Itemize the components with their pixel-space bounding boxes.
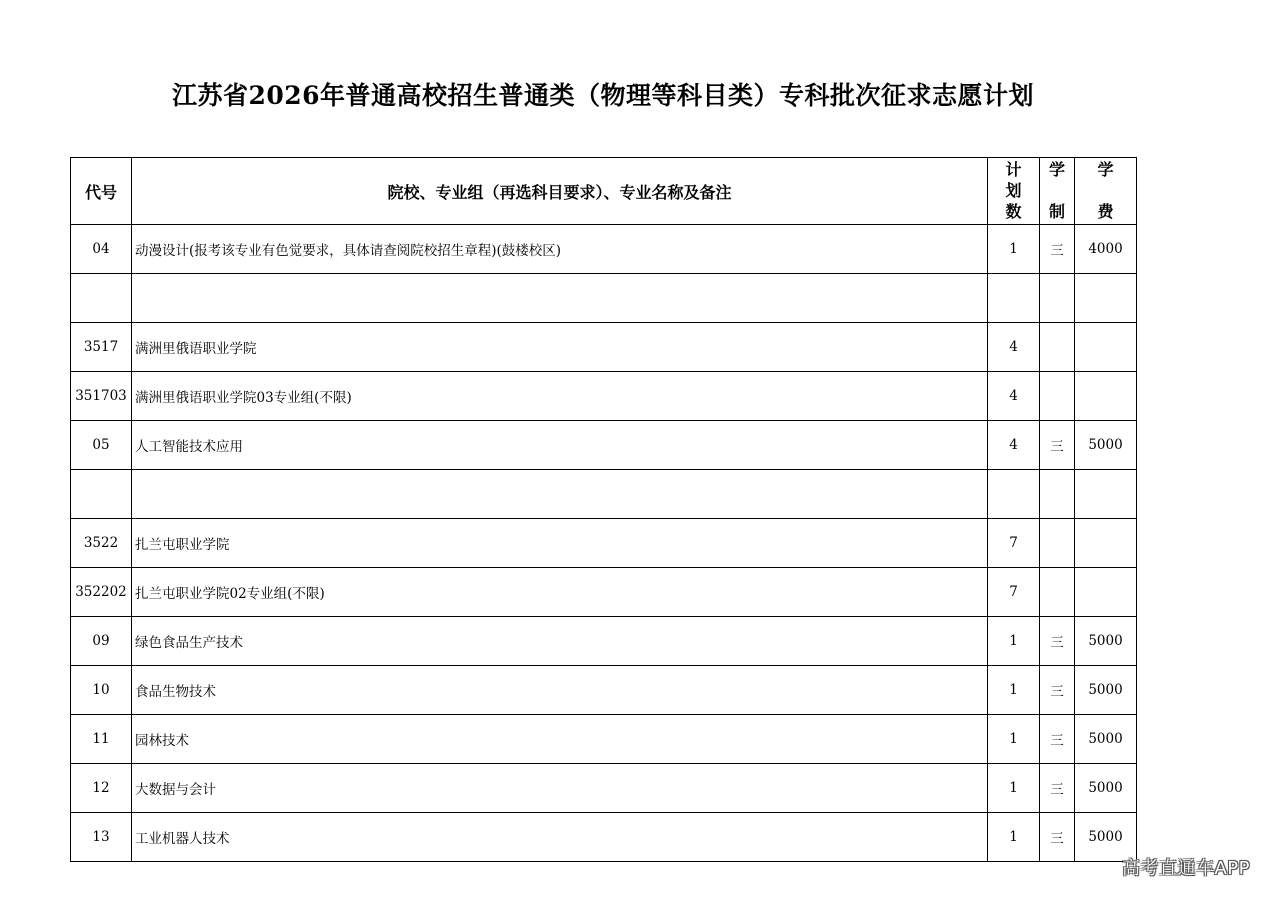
header-plan-count <box>988 158 1040 225</box>
row-fee: 5000 <box>1075 764 1137 813</box>
row-code: 09 <box>71 617 132 666</box>
header-fee-char-2: 费 <box>1097 202 1114 221</box>
row-fee: 4000 <box>1075 225 1137 274</box>
table-row <box>71 666 1137 715</box>
row-plan: 7 <box>988 568 1040 617</box>
row-years <box>1040 372 1075 421</box>
row-years <box>1040 323 1075 372</box>
row-years: 三 <box>1040 764 1075 813</box>
row-fee: 5000 <box>1075 421 1137 470</box>
row-plan: 1 <box>988 225 1040 274</box>
row-fee: 5000 <box>1075 666 1137 715</box>
table-row <box>71 715 1137 764</box>
row-plan: 1 <box>988 617 1040 666</box>
row-code: 04 <box>71 225 132 274</box>
row-fee: 5000 <box>1075 715 1137 764</box>
table-row <box>71 421 1137 470</box>
table-row <box>71 568 1137 617</box>
header-plan-char-2: 划 <box>1005 181 1022 200</box>
row-code: 351703 <box>71 372 132 421</box>
row-code: 05 <box>71 421 132 470</box>
row-years: 三 <box>1040 225 1075 274</box>
row-name: 园林技术 <box>132 715 988 764</box>
row-code: 352202 <box>71 568 132 617</box>
table-header-row <box>71 158 1137 225</box>
row-years: 三 <box>1040 813 1075 862</box>
enrollment-plan-table <box>70 157 1137 862</box>
row-name <box>132 470 988 519</box>
table-row <box>71 470 1137 519</box>
row-plan: 4 <box>988 421 1040 470</box>
row-code <box>71 274 132 323</box>
row-fee: 5000 <box>1075 813 1137 862</box>
row-name: 满洲里俄语职业学院03专业组(不限) <box>132 372 988 421</box>
table-row <box>71 617 1137 666</box>
row-fee <box>1075 274 1137 323</box>
row-name: 扎兰屯职业学院 <box>132 519 988 568</box>
row-name: 扎兰屯职业学院02专业组(不限) <box>132 568 988 617</box>
table-row <box>71 274 1137 323</box>
row-plan: 1 <box>988 666 1040 715</box>
table-row <box>71 372 1137 421</box>
table-row <box>71 813 1137 862</box>
row-fee: 5000 <box>1075 617 1137 666</box>
row-code: 13 <box>71 813 132 862</box>
row-fee <box>1075 372 1137 421</box>
table-row <box>71 764 1137 813</box>
row-name: 食品生物技术 <box>132 666 988 715</box>
table-row <box>71 519 1137 568</box>
row-years: 三 <box>1040 715 1075 764</box>
header-years-char-1: 学 <box>1048 160 1065 179</box>
table-row <box>71 225 1137 274</box>
row-fee <box>1075 568 1137 617</box>
row-code: 11 <box>71 715 132 764</box>
row-years: 三 <box>1040 666 1075 715</box>
row-name: 人工智能技术应用 <box>132 421 988 470</box>
row-code: 3517 <box>71 323 132 372</box>
row-name: 满洲里俄语职业学院 <box>132 323 988 372</box>
row-plan: 1 <box>988 764 1040 813</box>
row-years <box>1040 519 1075 568</box>
row-plan: 4 <box>988 323 1040 372</box>
header-years <box>1040 158 1075 225</box>
row-years: 三 <box>1040 617 1075 666</box>
row-fee <box>1075 323 1137 372</box>
row-plan: 7 <box>988 519 1040 568</box>
app-watermark: 高考直通车APP <box>1121 858 1250 879</box>
row-years <box>1040 568 1075 617</box>
document-title: 江苏省2026年普通高校招生普通类（物理等科目类）专科批次征求志愿计划 <box>171 81 1035 110</box>
table-row <box>71 323 1137 372</box>
row-plan: 1 <box>988 813 1040 862</box>
header-plan-char-3: 数 <box>1005 202 1022 221</box>
row-name: 大数据与会计 <box>132 764 988 813</box>
row-fee <box>1075 519 1137 568</box>
header-plan-char-1: 计 <box>1005 160 1022 179</box>
row-name: 动漫设计(报考该专业有色觉要求，具体请查阅院校招生章程)(鼓楼校区) <box>132 225 988 274</box>
row-name <box>132 274 988 323</box>
row-code: 3522 <box>71 519 132 568</box>
row-name: 绿色食品生产技术 <box>132 617 988 666</box>
row-years <box>1040 274 1075 323</box>
header-fee <box>1075 158 1137 225</box>
header-name: 院校、专业组（再选科目要求）、专业名称及备注 <box>132 158 988 225</box>
row-name: 工业机器人技术 <box>132 813 988 862</box>
row-fee <box>1075 470 1137 519</box>
row-years <box>1040 470 1075 519</box>
row-code <box>71 470 132 519</box>
row-plan: 1 <box>988 715 1040 764</box>
header-years-char-2: 制 <box>1048 202 1065 221</box>
row-plan: 4 <box>988 372 1040 421</box>
header-code: 代号 <box>71 158 132 225</box>
row-code: 10 <box>71 666 132 715</box>
row-plan <box>988 274 1040 323</box>
row-years: 三 <box>1040 421 1075 470</box>
header-fee-char-1: 学 <box>1097 160 1114 179</box>
row-plan <box>988 470 1040 519</box>
row-code: 12 <box>71 764 132 813</box>
